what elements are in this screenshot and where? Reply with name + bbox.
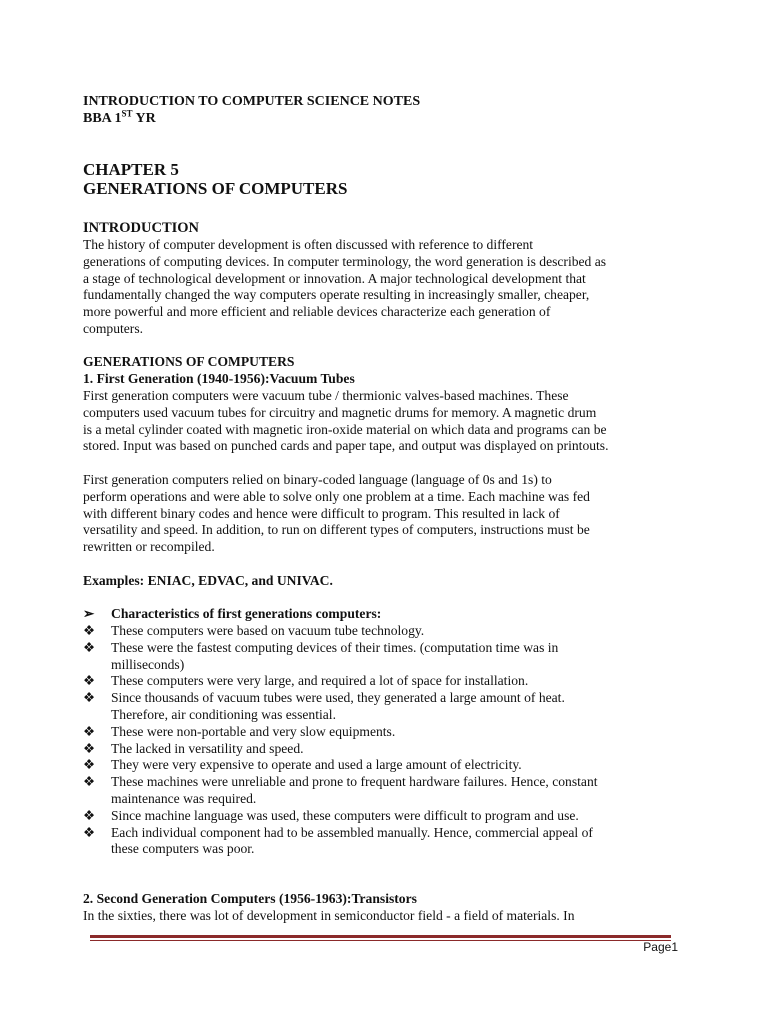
paragraph-line: stored. Input was based on punched cards and paper tape, and output was displayed on printouts. <box>83 438 609 454</box>
paragraph-line: more powerful and more efficient and reliable devices characterize each generation of <box>83 304 551 320</box>
diamond-bullet-icon: ❖ <box>83 824 96 840</box>
list-item-line: Each individual component had to be assembled manually. Hence, commercial appeal of <box>111 824 593 840</box>
introduction-heading: INTRODUCTION <box>83 220 200 236</box>
list-item <box>83 724 728 741</box>
diamond-bullet-icon: ❖ <box>83 723 96 739</box>
diamond-bullet-icon: ❖ <box>83 673 96 689</box>
list-item-line: milliseconds) <box>111 656 185 672</box>
footer-rule-thick <box>90 935 671 938</box>
paragraph-line: perform operations and were able to solve only one problem at a time. Each machine was fed <box>83 488 590 504</box>
list-item <box>83 673 728 690</box>
list-item-line: these computers was poor. <box>111 841 255 857</box>
first-generation-paragraph-1 <box>83 388 728 455</box>
paragraph-line: is a metal cylinder coated with magnetic iron-oxide material on which data and programs can be <box>83 421 607 437</box>
year-prefix: BBA 1 <box>83 111 122 126</box>
footer-rule-thin <box>90 940 671 941</box>
list-item-line: Since thousands of vacuum tubes were used, they generated a large amount of heat. <box>111 690 565 706</box>
list-item <box>83 757 728 774</box>
list-item-line: These machines were unreliable and prone to frequent hardware failures. Hence, constant <box>111 774 598 790</box>
list-item <box>83 825 728 859</box>
diamond-bullet-icon: ❖ <box>83 807 96 823</box>
diamond-bullet-icon: ❖ <box>83 774 96 790</box>
list-item <box>83 741 728 758</box>
page-number: Page1 <box>643 940 678 954</box>
paragraph-line: First generation computers were vacuum tube / thermionic valves-based machines. These <box>83 388 569 403</box>
diamond-bullet-icon: ❖ <box>83 623 96 638</box>
examples-line: Examples: ENIAC, EDVAC, and UNIVAC. <box>83 573 333 588</box>
arrow-bullet-icon: ➢ <box>83 606 95 621</box>
second-generation-heading: 2. Second Generation Computers (1956-1963):Transistors <box>83 891 417 906</box>
characteristics-heading-list <box>83 606 728 623</box>
paragraph-line: fundamentally changed the way computers operate resulting in increasingly smaller, cheaper, <box>83 287 590 303</box>
list-item-line: These were non-portable and very slow equipments. <box>111 723 396 739</box>
list-item-line: These were the fastest computing devices of their times. (computation time was in <box>111 639 559 655</box>
chapter-number: CHAPTER 5 <box>83 160 179 179</box>
chapter-title: GENERATIONS OF COMPUTERS <box>83 179 348 198</box>
paragraph-line: rewritten or recompiled. <box>83 539 215 555</box>
second-generation-paragraph: In the sixties, there was lot of development in semiconductor field - a field of materials. In <box>83 908 575 923</box>
first-generation-paragraph-2 <box>83 472 728 556</box>
paragraph-line: a stage of technological development or innovation. A major technological development that <box>83 270 586 286</box>
paragraph-line: generations of computing devices. In computer terminology, the word generation is described as <box>83 253 607 269</box>
course-title: INTRODUCTION TO COMPUTER SCIENCE NOTES <box>83 94 421 109</box>
list-item-line: Therefore, air conditioning was essential. <box>111 706 336 722</box>
diamond-bullet-icon: ❖ <box>83 639 96 655</box>
diamond-bullet-icon: ❖ <box>83 757 96 773</box>
characteristics-list <box>83 623 728 858</box>
paragraph-line: First generation computers relied on binary-coded language (language of 0s and 1s) to <box>83 472 552 487</box>
list-item-line: They were very expensive to operate and used a large amount of electricity. <box>111 757 522 773</box>
year-superscript: ST <box>121 108 133 119</box>
characteristics-heading <box>83 606 728 623</box>
list-item-line: The lacked in versatility and speed. <box>111 740 304 756</box>
list-item <box>83 808 728 825</box>
generations-heading: GENERATIONS OF COMPUTERS <box>83 354 295 369</box>
paragraph-line: computers used vacuum tubes for circuitry and magnetic drums for memory. A magnetic drum <box>83 404 597 420</box>
year-suffix: YR <box>132 111 156 126</box>
list-item <box>83 690 728 724</box>
paragraph-line: computers. <box>83 320 144 336</box>
list-item-line: These computers were based on vacuum tube technology. <box>111 623 425 638</box>
paragraph-line: versatility and speed. In addition, to run on different types of computers, instructions must be <box>83 522 590 538</box>
paragraph-line: with different binary codes and hence were difficult to program. This resulted in lack of <box>83 505 560 521</box>
list-item <box>83 623 728 640</box>
introduction-paragraph <box>83 237 728 338</box>
list-item <box>83 774 728 808</box>
paragraph-line: The history of computer development is often discussed with reference to different <box>83 237 534 252</box>
list-item-line: maintenance was required. <box>111 790 257 806</box>
course-year <box>83 110 728 127</box>
list-item-line: These computers were very large, and required a lot of space for installation. <box>111 673 529 689</box>
diamond-bullet-icon: ❖ <box>83 690 96 706</box>
characteristics-heading-text: Characteristics of first generations computers: <box>111 606 382 621</box>
list-item-line: Since machine language was used, these computers were difficult to program and use. <box>111 807 579 823</box>
list-item <box>83 640 728 674</box>
first-generation-heading: 1. First Generation (1940-1956):Vacuum Tubes <box>83 371 355 386</box>
diamond-bullet-icon: ❖ <box>83 740 96 756</box>
